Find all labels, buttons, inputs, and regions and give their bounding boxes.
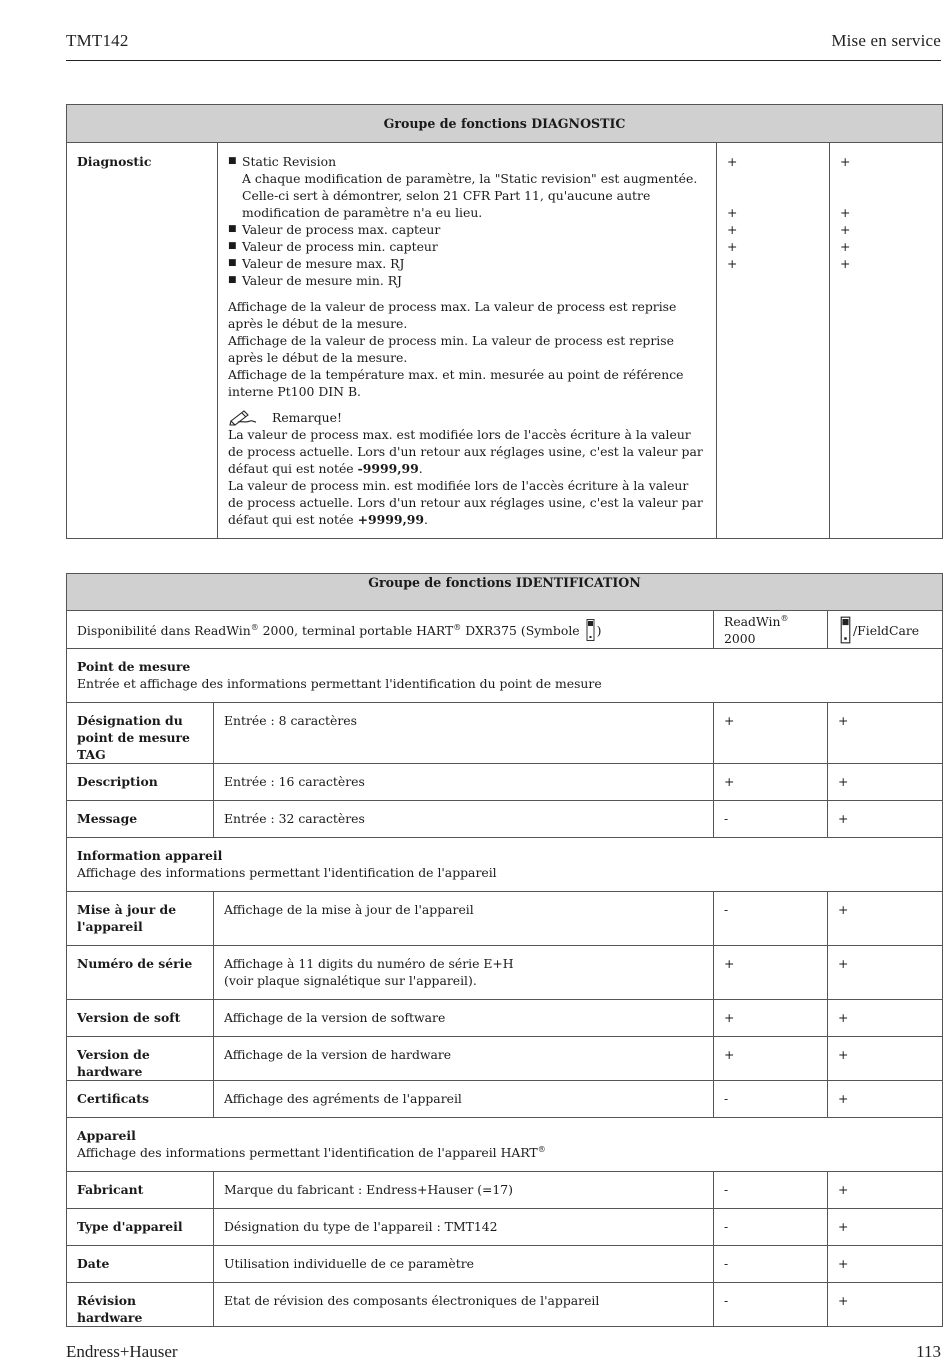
fieldcare-column-header: /FieldCare — [828, 611, 943, 649]
table-row — [67, 946, 943, 1000]
bullet-text: Static Revision — [242, 154, 337, 169]
row-description: Utilisation individuelle de ce paramètre — [214, 1246, 714, 1283]
diagnostic-col-readwin: + + + + + — [717, 143, 830, 539]
table-row — [67, 1000, 943, 1037]
bullet-desc: A chaque modification de paramètre, la "Static revision" est augmentée. Celle-ci sert à démontrer, selon 21 CFR Part 11, qu'aucune autre modification de paramètre n'a eu lieu. — [242, 171, 698, 220]
row-label: Version de soft — [67, 1000, 214, 1037]
row-label: Type d'appareil — [67, 1209, 214, 1246]
row-fieldcare: + — [828, 703, 943, 764]
row-readwin: + — [714, 1037, 828, 1081]
note-body: La valeur de process max. est modifiée lors de l'accès écriture à la valeur de process actuelle. Lors d'un retour aux réglages usine, c'est la valeur par défaut qui est notée -9999,99. La valeur de process min. est modifiée lors de l'accès écriture à la valeur de process actuelle. Lors d'un retour aux réglages usine, c'est la valeur par défaut qui est notée +9999,99. — [228, 427, 703, 527]
row-readwin: - — [714, 1246, 828, 1283]
section-header — [67, 838, 943, 892]
row-fieldcare: + — [828, 1037, 943, 1081]
list-item: ■ Valeur de process max. capteur — [228, 221, 706, 238]
row-readwin: - — [714, 801, 828, 838]
note-header — [228, 408, 706, 426]
section-title: Information appareil — [77, 848, 223, 863]
row-fieldcare: + — [828, 1246, 943, 1283]
row-readwin: + — [714, 764, 828, 801]
row-description: Affichage de la mise à jour de l'appareil — [214, 892, 714, 946]
row-readwin: - — [714, 1209, 828, 1246]
footer-brand: Endress+Hauser — [66, 1342, 178, 1361]
row-label: Date — [67, 1246, 214, 1283]
section-desc: Affichage des informations permettant l'identification de l'appareil HART® — [77, 1144, 546, 1160]
table-row — [67, 1283, 943, 1327]
row-label: Mise à jour de l'appareil — [67, 892, 214, 946]
row-readwin: - — [714, 892, 828, 946]
row-description: Affichage à 11 digits du numéro de série E+H (voir plaque signalétique sur l'appareil). — [214, 946, 714, 1000]
row-fieldcare: + — [828, 1209, 943, 1246]
table-row — [67, 801, 943, 838]
list-item — [228, 153, 706, 221]
list-item: ■ Valeur de mesure max. RJ — [228, 255, 706, 272]
page-number: 113 — [916, 1342, 941, 1361]
pencil-note-icon — [228, 408, 272, 426]
row-description: Entrée : 8 caractères — [214, 703, 714, 764]
row-label: Version de hardware — [67, 1037, 214, 1081]
row-readwin: - — [714, 1081, 828, 1118]
section-row — [67, 838, 943, 892]
section-row — [67, 649, 943, 703]
section-header — [67, 649, 943, 703]
row-description: Marque du fabricant : Endress+Hauser (=17) — [214, 1172, 714, 1209]
row-fieldcare: + — [828, 1172, 943, 1209]
row-label: Description — [67, 764, 214, 801]
row-label: Désignation du point de mesure TAG — [67, 703, 214, 764]
table-row — [67, 892, 943, 946]
row-fieldcare: + — [828, 1081, 943, 1118]
row-description: Affichage de la version de software — [214, 1000, 714, 1037]
list-item: ■ Valeur de process min. capteur — [228, 238, 706, 255]
row-label: Révision hardware — [67, 1283, 214, 1327]
identification-table — [66, 573, 943, 1327]
table-row — [67, 1209, 943, 1246]
row-readwin: + — [714, 946, 828, 1000]
table-row — [67, 1172, 943, 1209]
row-fieldcare: + — [828, 1000, 943, 1037]
table-row — [67, 764, 943, 801]
identification-title: Groupe de fonctions IDENTIFICATION — [67, 574, 943, 611]
row-fieldcare: + — [828, 892, 943, 946]
table-row — [67, 1037, 943, 1081]
row-fieldcare: + — [828, 1283, 943, 1327]
row-description: Affichage de la version de hardware — [214, 1037, 714, 1081]
list-item: ■ Valeur de mesure min. RJ — [228, 272, 706, 289]
table-row — [67, 1081, 943, 1118]
section-header — [67, 1118, 943, 1172]
header-section: Mise en service — [831, 31, 941, 50]
section-desc: Entrée et affichage des informations permettant l'identification du point de mesure — [77, 676, 602, 691]
diagnostic-table — [66, 104, 943, 539]
section-title: Point de mesure — [77, 659, 191, 674]
diagnostic-description — [218, 143, 717, 539]
row-description: Affichage des agréments de l'appareil — [214, 1081, 714, 1118]
table-row — [67, 1246, 943, 1283]
section-row — [67, 1118, 943, 1172]
row-description: Désignation du type de l'appareil : TMT142 — [214, 1209, 714, 1246]
row-readwin: - — [714, 1283, 828, 1327]
row-fieldcare: + — [828, 801, 943, 838]
section-desc: Affichage des informations permettant l'identification de l'appareil — [77, 865, 497, 880]
diagnostic-label: Diagnostic — [67, 143, 218, 539]
row-fieldcare: + — [828, 764, 943, 801]
row-label: Message — [67, 801, 214, 838]
row-description: Entrée : 16 caractères — [214, 764, 714, 801]
row-readwin: + — [714, 1000, 828, 1037]
handheld-terminal-icon — [840, 615, 851, 645]
table-row — [67, 703, 943, 764]
handheld-terminal-icon — [586, 619, 595, 641]
paragraph: Affichage de la valeur de process max. La valeur de process est reprise après le début de la mesure. Affichage de la valeur de process min. La valeur de process est reprise après le début de la mesure. Affichage de la température max. et min. mesurée au point de référence interne Pt100 DIN B. — [228, 299, 684, 399]
note-title: Remarque! — [272, 409, 342, 425]
diagnostic-bullet-list — [228, 153, 706, 289]
readwin-column-header: ReadWin® 2000 — [714, 611, 828, 649]
row-label: Certificats — [67, 1081, 214, 1118]
row-description: Entrée : 32 caractères — [214, 801, 714, 838]
section-title: Appareil — [77, 1128, 136, 1143]
row-label: Numéro de série — [67, 946, 214, 1000]
row-readwin: - — [714, 1172, 828, 1209]
row-fieldcare: + — [828, 946, 943, 1000]
header-rule — [66, 60, 941, 61]
row-readwin: + — [714, 703, 828, 764]
row-description: Etat de révision des composants électroniques de l'appareil — [214, 1283, 714, 1327]
header-model: TMT142 — [66, 31, 129, 50]
row-label: Fabricant — [67, 1172, 214, 1209]
diagnostic-col-fieldcare: + + + + + — [830, 143, 943, 539]
diagnostic-title: Groupe de fonctions DIAGNOSTIC — [67, 105, 943, 143]
availability-cell: Disponibilité dans ReadWin® 2000, terminal portable HART® DXR375 (Symbole ) — [67, 611, 714, 649]
